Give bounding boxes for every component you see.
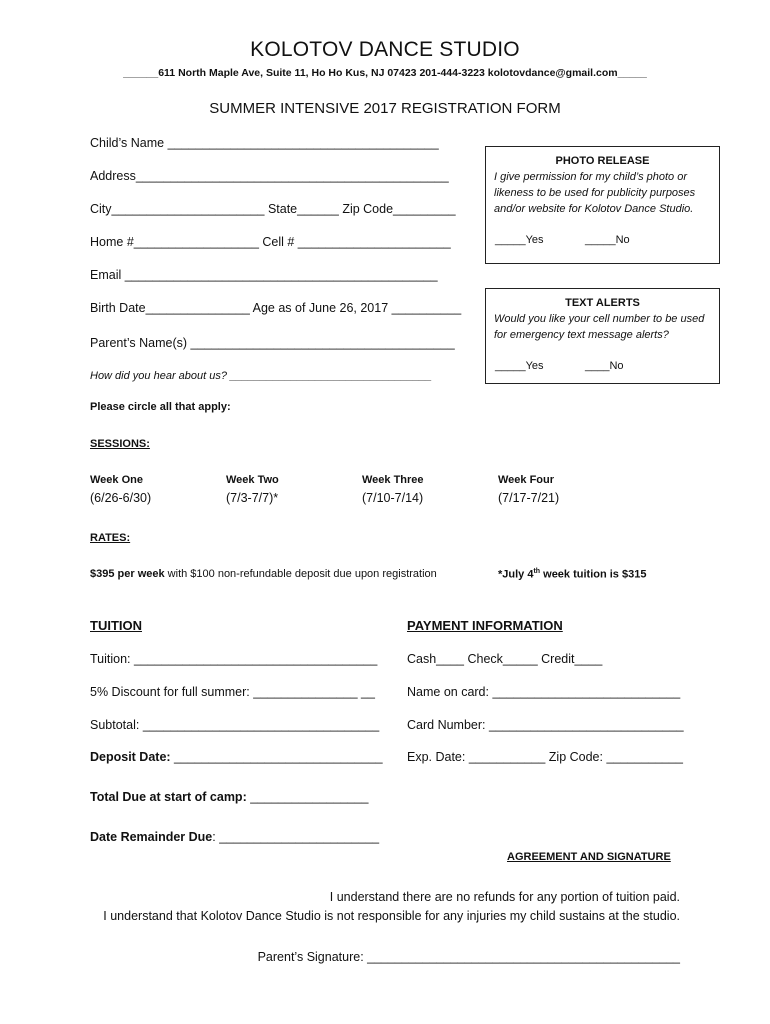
- photo-release-yes[interactable]: _____Yes: [495, 234, 544, 246]
- payment-methods-field[interactable]: Cash____ Check_____ Credit____: [407, 652, 603, 666]
- deposit-date-field[interactable]: [90, 750, 383, 764]
- birth-age-field[interactable]: Birth Date_______________ Age as of June 26, 2017 __________: [90, 301, 462, 315]
- payment-heading: PAYMENT INFORMATION: [407, 618, 563, 633]
- total-due-label: Total Due at start of camp:: [90, 790, 247, 804]
- photo-release-box: [485, 146, 720, 264]
- text-alerts-heading: TEXT ALERTS: [565, 297, 640, 309]
- remainder-due-label: Date Remainder Due: [90, 830, 213, 844]
- address-field[interactable]: Address_____________________________________________: [90, 169, 449, 183]
- email-field[interactable]: Email _____________________________________________: [90, 268, 438, 282]
- parent-name-field[interactable]: Parent’s Name(s) ______________________________________: [90, 336, 455, 350]
- july-note-post: week tuition is $315: [540, 568, 647, 581]
- deposit-date-blank[interactable]: ______________________________: [170, 750, 383, 764]
- text-alerts-text: Would you like your cell number to be used for emergency text message alerts?: [494, 313, 705, 341]
- remainder-due-blank[interactable]: : _______________________: [212, 830, 380, 844]
- text-alerts-box: [485, 288, 720, 384]
- how-heard-field[interactable]: How did you hear about us? _________________________________: [90, 370, 432, 382]
- week-one-dates[interactable]: (6/26-6/30): [90, 491, 152, 505]
- studio-name: KOLOTOV DANCE STUDIO: [250, 38, 520, 61]
- tuition-heading: TUITION: [90, 618, 142, 633]
- week-three-dates[interactable]: (7/10-7/14): [362, 491, 424, 505]
- child-name-field[interactable]: Child’s Name _______________________________________: [90, 136, 439, 150]
- text-alerts-yes[interactable]: _____Yes: [495, 360, 544, 372]
- remainder-due-field[interactable]: [90, 830, 379, 844]
- week-four-dates[interactable]: (7/17-7/21): [498, 491, 560, 505]
- sessions-label: SESSIONS:: [90, 438, 150, 450]
- total-due-field[interactable]: [90, 790, 368, 804]
- discount-field[interactable]: 5% Discount for full summer: _______________ __: [90, 685, 375, 699]
- exp-zip-field[interactable]: Exp. Date: ___________ Zip Code: ___________: [407, 750, 683, 764]
- week-two-name: Week Two: [226, 474, 279, 486]
- week-two-dates[interactable]: (7/3-7/7)*: [226, 491, 279, 505]
- text-alerts-no[interactable]: ____No: [585, 360, 624, 372]
- week-one-name: Week One: [90, 474, 143, 486]
- july-note-pre: *July 4: [498, 568, 534, 581]
- photo-release-text: I give permission for my child’s photo or likeness to be used for publicity purposes and/or website for Kolotov Dance Studio.: [494, 171, 696, 215]
- rate-price: $395 per week: [90, 568, 165, 580]
- studio-contact-line: ______611 North Maple Ave, Suite 11, Ho Ho Kus, NJ 07423 201-444-3223 kolotovdance@gmail.com_____: [123, 67, 647, 79]
- deposit-date-label: Deposit Date:: [90, 750, 171, 764]
- agreement-heading: AGREEMENT AND SIGNATURE: [507, 851, 671, 863]
- total-due-blank[interactable]: _________________: [246, 790, 369, 804]
- week-three-name: Week Three: [362, 474, 424, 486]
- photo-release-no[interactable]: _____No: [585, 234, 630, 246]
- card-number-field[interactable]: Card Number: ____________________________: [407, 718, 684, 732]
- parent-signature-field[interactable]: Parent’s Signature: _____________________________________________: [257, 950, 680, 964]
- circle-instructions: Please circle all that apply:: [90, 401, 231, 413]
- form-title: SUMMER INTENSIVE 2017 REGISTRATION FORM: [209, 100, 561, 117]
- phone-fields[interactable]: Home #__________________ Cell # ______________________: [90, 235, 451, 249]
- name-on-card-field[interactable]: Name on card: ___________________________: [407, 685, 681, 699]
- liability-statement: I understand that Kolotov Dance Studio is not responsible for any injuries my child sustains at the studio.: [103, 909, 680, 923]
- week-four-name: Week Four: [498, 474, 555, 486]
- july-note-sup: th: [533, 568, 541, 575]
- rates-label: RATES:: [90, 532, 131, 544]
- subtotal-field[interactable]: Subtotal: __________________________________: [90, 718, 380, 732]
- tuition-field[interactable]: Tuition: ___________________________________: [90, 652, 378, 666]
- july-fourth-note: [498, 568, 646, 581]
- rates-line: [90, 568, 437, 580]
- photo-release-heading: PHOTO RELEASE: [555, 155, 650, 167]
- rate-deposit-text: with $100 non-refundable deposit due upon registration: [164, 568, 437, 580]
- no-refunds-statement: I understand there are no refunds for any portion of tuition paid.: [329, 890, 680, 904]
- city-state-zip-field[interactable]: City______________________ State______ Zip Code_________: [90, 202, 456, 216]
